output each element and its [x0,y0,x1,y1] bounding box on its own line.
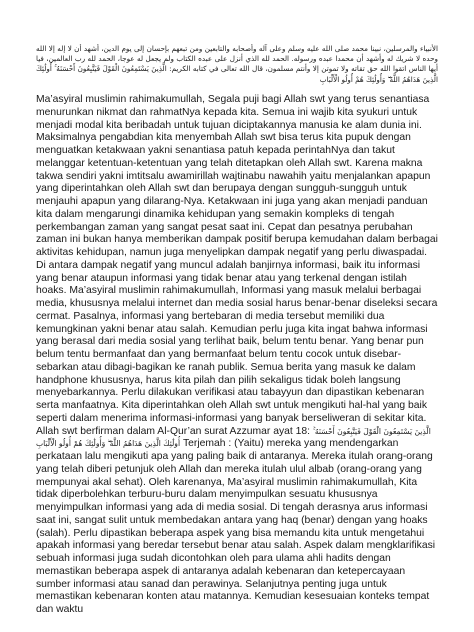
arabic-opening-text: الأنبياء والمرسلين، نبينا محمد صلى الله عليه وسلم وعلى آله وأصحابه والتابعين ومن تبعهم بإحسان إلى يوم الدين، أشهد أن لا إله إلا الله وحده لا شريك له وأشهد أن محمدا عبده ورسوله. الحمد لله الذي أنزل على عبده الكتاب ولم يجعل له عوجا، الحمد لله رب العالمين، فيا أيها الناس اتقوا الله حق تقاته ولا تموتن إلا وأنتم مسلمون، قال الله تعالى في كتابه الكريم: الَّذِينَ يَسْتَمِعُونَ الْقَوْلَ فَيَتَّبِعُونَ أَحْسَنَهُ ۚ أُولَٰئِكَ الَّذِينَ هَدَاهُمُ اللَّهُ ۖ وَأُولَٰئِكَ هُمْ أُولُو الْأَلْبَابِ [36,44,438,84]
body-paragraph [36,94,438,617]
quran-verse-azzumar-18: الَّذِينَ يَسْتَمِعُونَ الْقَوْلَ فَيَتَّبِعُونَ أَحْسَنَهُ ۚ أُولَٰئِكَ الَّذِينَ هَدَاهُمُ اللَّهُ ۖ وَأُولَٰئِكَ هُمْ أُولُو الْأَلْبَابِ [36,426,431,449]
body-text-part-1: Ma’asyiral muslimin rahimakumullah, Segala puji bagi Allah swt yang terus senantiasa menurunkan nikmat dan rahmatNya kepada kita. Semua ini wajib kita syukuri untuk menjadi modal kita beribadah untuk tujuan diciptakannya manusia ke alam dunia ini. Maksimalnya pengabdian kita menyembah Allah swt bisa terus kita pupuk dengan menguatkan ketakwaan yakni senantiasa patuh kepada perintahNya dan takut melanggar ketentuan-ketentuan yang telah ditetapkan oleh Allah swt. Karena makna takwa sendiri yakni imtitsalu awamirillah wajtinabu nawahih yaitu menjalankan apapun yang diperintahkan oleh Allah swt dan berupaya dengan sungguh-sungguh untuk menjauhi apapun yang dilarang-Nya. Ketakwaan ini juga yang akan menjadi panduan kita dalam mengarungi dinamika kehidupan yang semakin kompleks di tengah perkembangan zaman yang sangat pesat saat ini. Cepat dan pesatnya perubahan zaman ini bukan hanya memberikan dampak positif berupa kemudahan dalam berbagai aktivitas kehidupan, namun juga menyelipkan dampak negatif yang perlu diwaspadai. Di antara dampak negatif yang muncul adalah banjirnya informasi, baik itu informasi yang benar ataupun informasi yang tidak benar atau yang terkenal dengan istilah hoaks. Ma’asyiral muslimin rahimakumullah, Informasi yang masuk melalui berbagai media, khususnya melalui internet dan media sosial harus benar-benar diseleksi secara cermat. Pasalnya, informasi yang bertebaran di media tersebut memiliki dua kemungkinan yakni benar atau salah. Kemudian perlu juga kita ingat bahwa informasi yang berasal dari media sosial yang terlihat baik, belum tentu benar. Yang benar pun belum tentu bermanfaat dan yang bermanfaat belum tentu cocok untuk disebar-sebarkan atau dibagi-bagikan ke ranah publik. Semua berita yang masuk ke dalam handphone khususnya, harus kita pilah dan pilih sekaligus tidak boleh langsung menyebarkannya. Perlu dilakukan verifikasi atau tabayyun dan dipastikan kebenaran serta manfaatnya. Kita diperintahkan oleh Allah swt untuk mengikuti hal-hal yang baik seperti dalam menerima informasi-informasi yang banyak berseliweran di sekitar kita. Allah swt berfirman dalam Al-Qur’an surat Azzumar ayat 18: [36,94,438,437]
body-text-part-2: Terjemah : (Yaitu) mereka yang mendengarkan perkataan lalu mengikuti apa yang paling baik di antaranya. Mereka itulah orang-orang yang telah diberi petunjuk oleh Allah dan mereka itulah ulul albab (orang-orang yang mempunyai akal sehat). Oleh karenanya, Ma’asyiral muslimin rahimakumullah, Kita tidak diperbolehkan terburu-buru dalam menyimpulkan sesuatu khususnya menyimpulkan informasi yang ada di media sosial. Di tengah derasnya arus informasi saat ini, sangat sulit untuk membedakan antara yang haq (benar) dengan yang hoaks (salah). Perlu dipastikan beberapa aspek yang bisa memandu kita untuk mengetahui apakah informasi yang beredar tersebut benar atau salah. Aspek dalam mengklarifikasi sebuah informasi juga sudah dicontohkan oleh para ulama ahli hadits dengan memastikan beberapa aspek di antaranya adalah kebenaran dan ketepercayaan sumber informasi atau sanad dan perawinya. Selanjutnya penting juga untuk memastikan kebenaran konten atau matannya. Kemudian kesesuaian konteks tempat dan waktu [36,438,436,615]
